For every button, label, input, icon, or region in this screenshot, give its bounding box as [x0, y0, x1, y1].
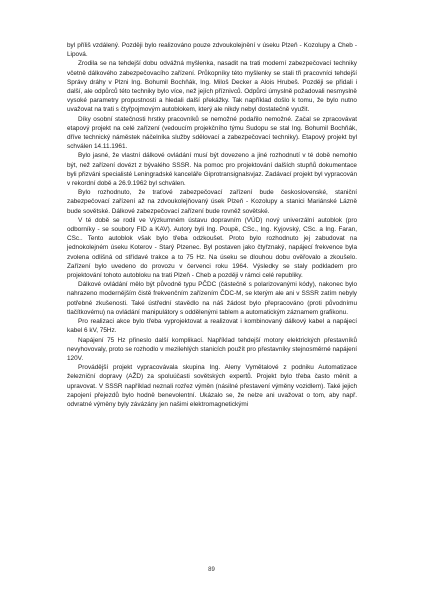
paragraph-7: Dálkové ovládání mělo být původně typu PČDC (částečně s polarizovanými kódy), nakonec bylo nahrazeno modernějším čistě frekvenčním zařízením ČDC-M, se kterým ale ani v SSSR zatím nebyly potřebné zkušenosti. Také ústřední stavědlo na náš žádost bylo přepracováno (proti původnímu tlačítkovému) na ovládání manipulátory s oddělenými tablem a automatickým záznamem grafikonu. — [67, 281, 357, 316]
paragraph-4: Bylo jasné, že vlastní dálkové ovládání musí být dovezeno a jiné rozhodnutí v té době nemohlo být, než zařízení dovézt z bývalého SSSR. Na pomoc pro projektování dalších stupňů dokumentace byli přizváni specialisté Leningradské kanceláře Giprotransignalsvjaz. Zadávací projekt byl vypracován v rekordní době a 26.9.1962 byl schválen. — [67, 152, 357, 188]
paragraph-10: Provádější projekt vypracovávala skupina Ing. Aleny Vymětalové z podniku Automatizace železniční dopravy (AŽD) za spoluúčasti sovětských expertů. Projekt bylo třeba často měnit a upravovat. V SSSR například neznali rozřez výměn (násilné přestavení výměny vozidlem). Také jejich zapojení přejezdů bylo hodně benevolentní. Ukázalo se, že nelze ani uvažovat o tom, aby např. odvratné výměny byly závázány jen našimi elektromagnetickými — [67, 364, 357, 408]
paragraph-9: Napájení 75 Hz přineslo další komplikací. Například tehdejší motory elektrických přestavníků nevyhovovaly, proto se rozhodlo v mezilehlých stanicích použít pro přestavníky stejnosměrné napájení 120V. — [67, 336, 357, 362]
document-page — [67, 41, 357, 409]
paragraph-8: Pro realizaci akce bylo třeba vyprojektovat a realizovat i kombinovaný dálkový kabel a napájecí kabel 6 kV, 75Hz. — [67, 318, 357, 335]
paragraph-3: Díky osobní statečnosti hrstky pracovníků se nemožné podařilo nemožné. Začal se zpracovávat etapový projekt na celé zařízení (vedoucím projekčního týmu Sudopu se stal Ing. Bohumil Bochňák, dříve technický náměstek náčelníka služby sdělovací a zabezpečovací techniky). Etapový projekt byl schválen 14.11.1961. — [67, 115, 357, 151]
paragraph-5: Bylo rozhodnuto, že traťové zabezpečovací zařízení bude československé, staniční zabezpečovací zařízení až na zdvoukolejňovaný úsek Plzeň - Kozolupy a stanici Mariánské Lázně bude sovětské. Dálkové zabezpečovací zařízení bude rovněž sovětské. — [67, 189, 357, 215]
paragraph-2: Zrodila se na tehdejší dobu odvážná myšlenka, nasadit na trati moderní zabezpečovací techniky včetně dálkového zabezpečovacího zařízení. Průkopníky této myšlenky se stali tři pracovníci tehdejší Správy dráhy v Plzni Ing. Bohumil Bochňák, Ing. Miloš Decker a Alois Hrubeš. Později se přidali i další, ale odpůrců této techniky bylo více, než jejích příznivců. Odpůrci úmyslně požadovali nesmyslně vysoké parametry propustnosti a hledali další překážky. Tak například došlo k tomu, že bylo nutno uvažovat na trati s čtyřpojmovým autoblokem, který ale nikdy nebyl dostatečně využit. — [67, 60, 357, 114]
paragraph-6: V té době se rodil ve Výzkumném ústavu dopravním (VÚD) nový univerzální autoblok (pro odborníky - se soubory FID a KAV). Autory byli Ing. Poupě, CSc., Ing. Kyjovský, CSc. a Ing. Faran, CSc.. Tento autoblok však bylo třeba odzkoušet. Proto bylo rozhodnuto jej zabudovat na jednokolejném úseku Koterov - Starý Plzenec. Byl postaven jako čtyřznaký, napájecí frekvence byla zvolena odlišná od střídavé trakce a to 75 Hz. Na úseku se dlouhou dobu ověřovalo a zkoušelo. Zařízení bylo uvedeno do provozu v červenci roku 1964. Výsledky se staly podkladem pro projektování tohoto autobloku na trati Plzeň - Cheb a později v rámci celé republiky. — [67, 216, 357, 280]
paragraph-1: byl příliš vzdálený. Později bylo realizováno pouze zdvoukolejnění v úseku Plzeň - Kozolupy a Cheb - Lipová. — [67, 42, 357, 59]
page-number: 89 — [208, 567, 215, 573]
